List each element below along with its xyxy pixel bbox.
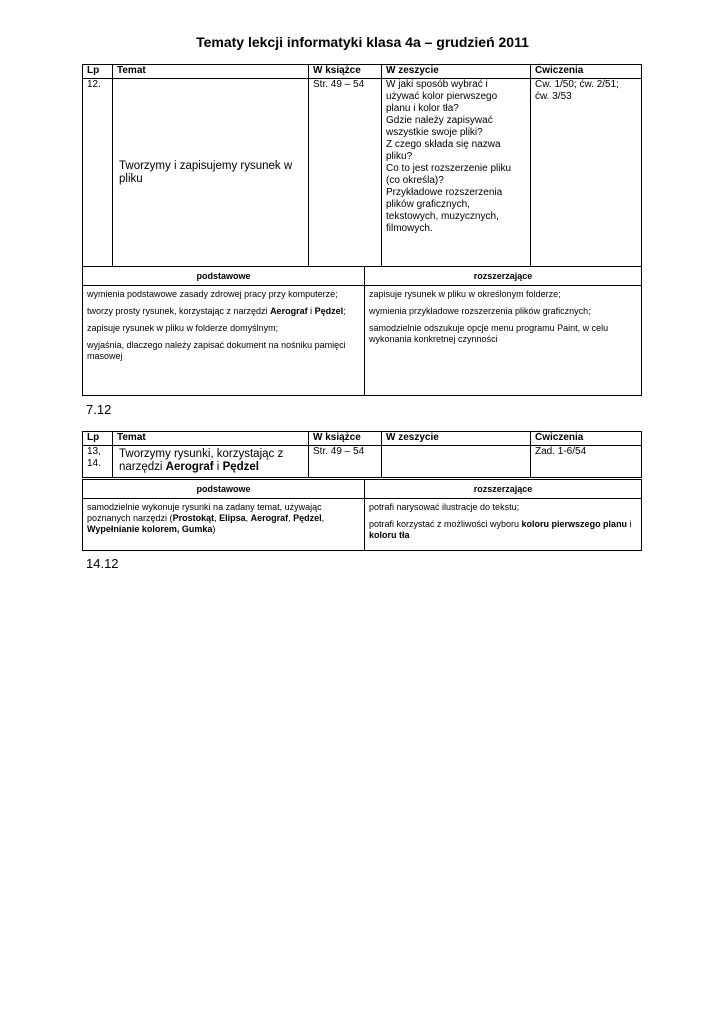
lesson-topic: Tworzymy rysunki, korzystając z narzędzi Aerograf i Pędzel	[119, 448, 284, 473]
extended-requirements	[365, 499, 642, 551]
extended-header: rozszerzające	[365, 480, 642, 499]
notebook-cell	[382, 79, 531, 267]
notebook-line: pliku?	[386, 151, 413, 162]
notebook-line: tekstowych, muzycznych,	[386, 211, 499, 222]
table-header-row	[83, 432, 642, 446]
notebook-line: Co to jest rozszerzenie pliku	[386, 163, 512, 174]
header-temat: Temat	[113, 432, 309, 446]
table-row	[83, 79, 642, 267]
notebook-line: plików graficznych,	[386, 199, 470, 210]
lesson-topic-cell	[113, 79, 309, 267]
lesson-date: 7.12	[86, 402, 112, 417]
basic-requirements	[83, 286, 365, 396]
table-header-row	[83, 65, 642, 79]
requirements-table-2	[82, 479, 642, 551]
header-w-zeszycie: W zeszycie	[382, 65, 531, 79]
requirement-item: tworzy prosty rysunek, korzystając z narzędzi Aerograf i Pędzel;	[87, 306, 346, 316]
lesson-number: 13, 14.	[83, 446, 113, 478]
exercise-line: Ćw. 1/50; ćw. 2/51;	[535, 79, 619, 90]
requirement-item: wymienia podstawowe zasady zdrowej pracy przy komputerze;	[87, 289, 338, 299]
notebook-line: Gdzie należy zapisywać	[386, 115, 493, 126]
requirement-item: samodzielnie wykonuje rysunki na zadany temat, używając poznanych narzędzi (Prostokąt, Elipsa, Aerograf, Pędzel, Wypełnianie kolorem, Gumka)	[87, 502, 325, 534]
requirement-item: zapisuje rysunek w pliku w określonym folderze;	[369, 289, 561, 299]
header-lp: Lp	[83, 432, 113, 446]
table-row	[83, 446, 642, 478]
requirement-item: zapisuje rysunek w pliku w folderze domyślnym;	[87, 323, 279, 333]
basic-header: podstawowe	[83, 480, 365, 499]
notebook-cell	[382, 446, 531, 478]
lesson-date: 14.12	[86, 556, 119, 571]
notebook-line: Przykładowe rozszerzenia	[386, 187, 503, 198]
requirement-item: wymienia przykładowe rozszerzenia plików graficznych;	[369, 306, 591, 316]
exercise-line: ćw. 3/53	[535, 91, 572, 102]
extended-requirements	[365, 286, 642, 396]
notebook-line: W jaki sposób wybrać i	[386, 79, 488, 90]
header-w-zeszycie: W zeszycie	[382, 432, 531, 446]
header-w-ksiazce: W książce	[309, 65, 382, 79]
exercises-cell: Zad. 1-6/54	[531, 446, 642, 478]
header-w-ksiazce: W książce	[309, 432, 382, 446]
book-pages: Str. 49 – 54	[309, 79, 382, 267]
requirement-item: samodzielnie odszukuje opcje menu programu Paint, w celu wykonania konkretnej czynności	[369, 323, 609, 344]
extended-header: rozszerzające	[365, 267, 642, 286]
notebook-line: wszystkie swoje pliki?	[386, 127, 483, 138]
exercises-cell	[531, 79, 642, 267]
notebook-line: filmowych.	[386, 223, 433, 234]
lesson-topic-cell	[113, 446, 309, 478]
header-cwiczenia: Ćwiczenia	[531, 432, 642, 446]
lesson-number: 12.	[83, 79, 113, 267]
lesson-topic: Tworzymy i zapisujemy rysunek w pliku	[119, 159, 293, 185]
notebook-line: Z czego składa się nazwa	[386, 139, 501, 150]
notebook-line: (co określa)?	[386, 175, 444, 186]
header-cwiczenia: Ćwiczenia	[531, 65, 642, 79]
notebook-line: planu i kolor tła?	[386, 103, 459, 114]
header-lp: Lp	[83, 65, 113, 79]
basic-header: podstawowe	[83, 267, 365, 286]
book-pages: Str. 49 – 54	[309, 446, 382, 478]
notebook-line: używać kolor pierwszego	[386, 91, 498, 102]
requirement-item: potrafi narysować ilustracje do tekstu;	[369, 502, 520, 512]
requirements-table-1	[82, 266, 642, 396]
basic-requirements	[83, 499, 365, 551]
lesson-table-2	[82, 431, 642, 478]
lesson-table-1	[82, 64, 642, 267]
requirement-item: potrafi korzystać z możliwości wyboru koloru pierwszego planu i koloru tła	[369, 519, 632, 540]
requirement-item: wyjaśnia, dlaczego należy zapisać dokument na nośniku pamięci masowej	[87, 340, 346, 361]
header-temat: Temat	[113, 65, 309, 79]
page-title: Tematy lekcji informatyki klasa 4a – grudzień 2011	[196, 34, 529, 50]
